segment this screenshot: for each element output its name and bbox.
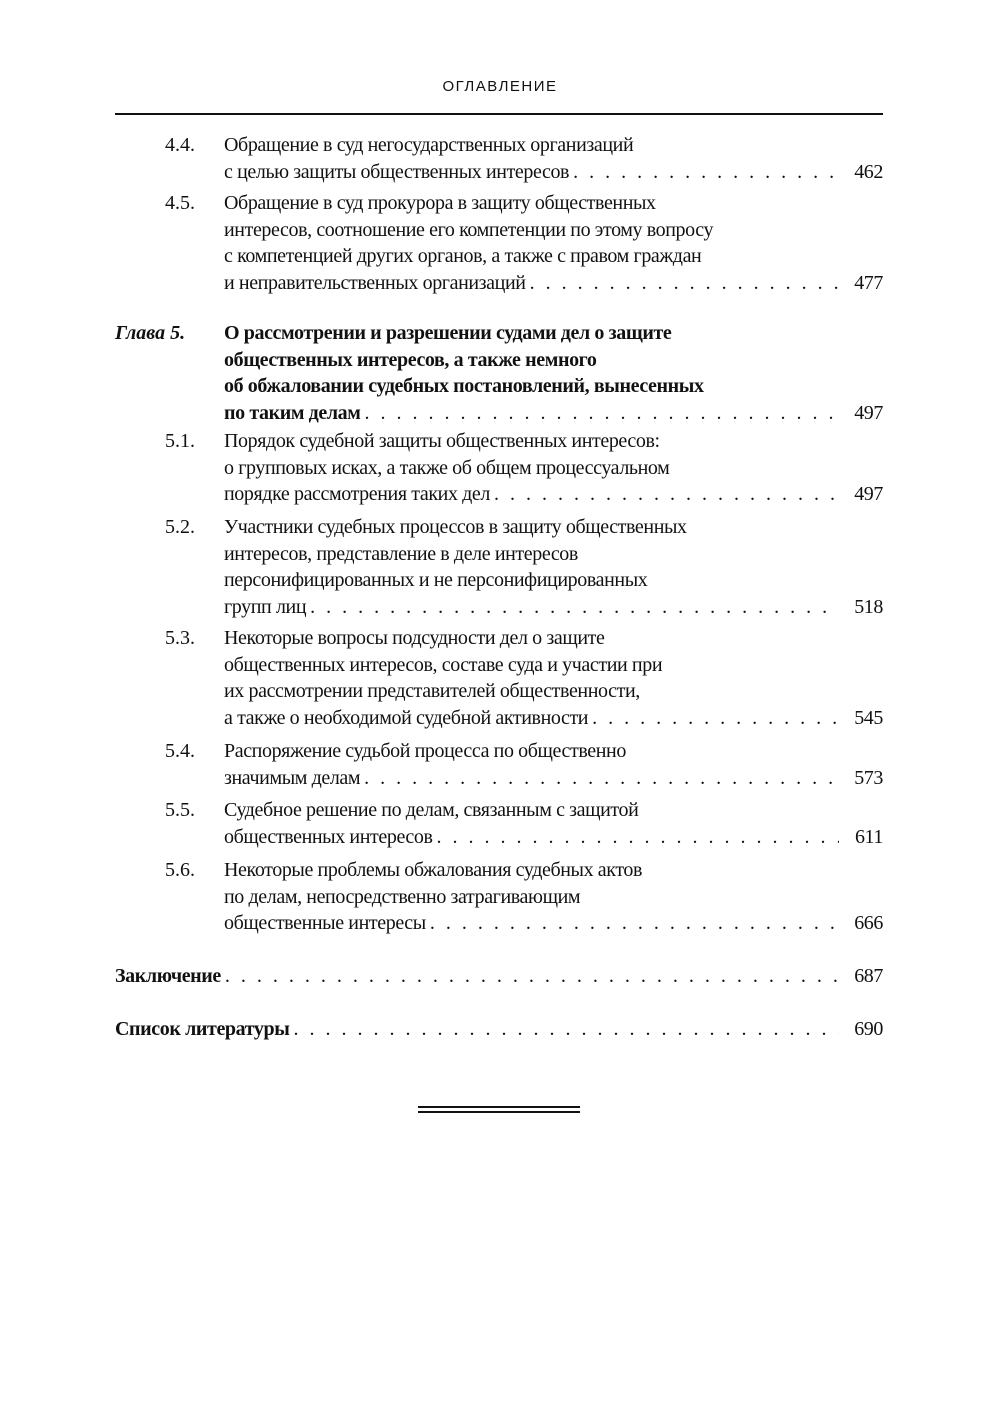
toc-entry[interactable]	[115, 738, 883, 791]
entry-title-line: порядке рассмотрения таких дел	[224, 483, 490, 506]
dot-leader	[530, 270, 839, 297]
toc-entry[interactable]	[115, 963, 883, 990]
entry-number: 5.2.	[165, 516, 195, 538]
dot-leader	[437, 824, 839, 851]
header-rule	[115, 113, 883, 115]
toc-entry[interactable]	[115, 514, 883, 621]
entry-title-line: Участники судебных процессов в защиту общественных	[224, 516, 687, 538]
dot-leader	[310, 594, 839, 621]
entry-title-line: Распоряжение судьбой процесса по общественно	[224, 740, 626, 762]
dot-leader	[293, 1016, 839, 1043]
running-header: ОГЛАВЛЕНИЕ	[442, 78, 558, 95]
entry-title-line: и неправительственных организаций	[224, 272, 526, 295]
dot-leader	[225, 963, 839, 990]
entry-title-line: Судебное решение по делам, связанным с защитой	[224, 799, 639, 821]
page-number: 518	[854, 596, 883, 619]
toc-entry[interactable]	[115, 132, 883, 185]
toc-entry[interactable]	[115, 857, 883, 937]
page-number: 462	[854, 160, 883, 183]
page-number: 497	[854, 402, 883, 425]
end-ornament-rule	[418, 1106, 580, 1108]
toc-entry[interactable]	[115, 797, 883, 850]
entry-title-line: групп лиц	[224, 596, 307, 619]
entry-title-line: О рассмотрении и разрешении судами дел о защите	[224, 322, 672, 344]
page-number: 573	[854, 766, 883, 789]
page-number: 545	[854, 707, 883, 730]
entry-title-line: их рассмотрении представителей общественности,	[224, 680, 640, 703]
entry-number: 5.1.	[165, 430, 195, 452]
entry-title-line: Некоторые проблемы обжалования судебных актов	[224, 859, 643, 881]
dot-leader	[365, 400, 840, 427]
page-number: 477	[854, 272, 883, 295]
entry-title-line: о групповых исках, а также об общем процессуальном	[224, 456, 670, 479]
page-number: 687	[854, 965, 883, 987]
entry-title-line: Обращение в суд прокурора в защиту общественных	[224, 192, 656, 214]
entry-title-line: с целью защиты общественных интересов	[224, 160, 570, 183]
entry-title-line: Список литературы	[115, 1018, 290, 1040]
entry-number: 5.5.	[165, 799, 195, 821]
entry-number: 5.4.	[165, 740, 195, 762]
entry-title-line: по делам, непосредственно затрагивающим	[224, 885, 581, 908]
entry-number: 4.4.	[165, 134, 195, 156]
dot-leader	[573, 159, 839, 186]
toc-entry[interactable]	[115, 1016, 883, 1043]
entry-title-line: общественных интересов, а также немного	[224, 348, 597, 371]
entry-title-line: с компетенцией других органов, а также с правом граждан	[224, 245, 702, 268]
dot-leader	[494, 481, 839, 508]
toc-entry[interactable]	[115, 190, 883, 297]
dot-leader	[364, 765, 839, 792]
dot-leader	[430, 910, 839, 937]
entry-title-line: Порядок судебной защиты общественных интересов:	[224, 430, 660, 452]
entry-title-line: Некоторые вопросы подсудности дел о защите	[224, 627, 605, 649]
page-number: 497	[854, 483, 883, 506]
page-number: 666	[854, 912, 883, 935]
entry-title-line: общественные интересы	[224, 912, 426, 935]
entry-title-line: общественных интересов, составе суда и участии при	[224, 653, 663, 676]
entry-number: 4.5.	[165, 192, 195, 214]
toc-entry[interactable]	[115, 428, 883, 508]
dot-leader	[592, 705, 839, 732]
toc-entry[interactable]	[115, 625, 883, 732]
entry-title-line: персонифицированных и не персонифицированных	[224, 569, 648, 592]
entry-title-line: интересов, соотношение его компетенции по этому вопросу	[224, 218, 714, 241]
entry-title-line: Обращение в суд негосударственных организаций	[224, 134, 634, 156]
entry-title-line: а также о необходимой судебной активности	[224, 707, 589, 730]
toc-entry[interactable]	[115, 320, 883, 427]
page-number: 690	[854, 1018, 883, 1040]
entry-number: Глава 5.	[115, 322, 186, 344]
entry-title-line: об обжаловании судебных постановлений, вынесенных	[224, 375, 704, 398]
entry-title-line: Заключение	[115, 965, 221, 987]
entry-title-line: общественных интересов	[224, 825, 433, 848]
entry-number: 5.6.	[165, 859, 195, 881]
page-number: 611	[854, 825, 883, 848]
entry-title-line: значимым делам	[224, 766, 361, 789]
entry-title-line: по таким делам	[224, 402, 361, 425]
entry-number: 5.3.	[165, 627, 195, 649]
entry-title-line: интересов, представление в деле интересов	[224, 542, 578, 565]
